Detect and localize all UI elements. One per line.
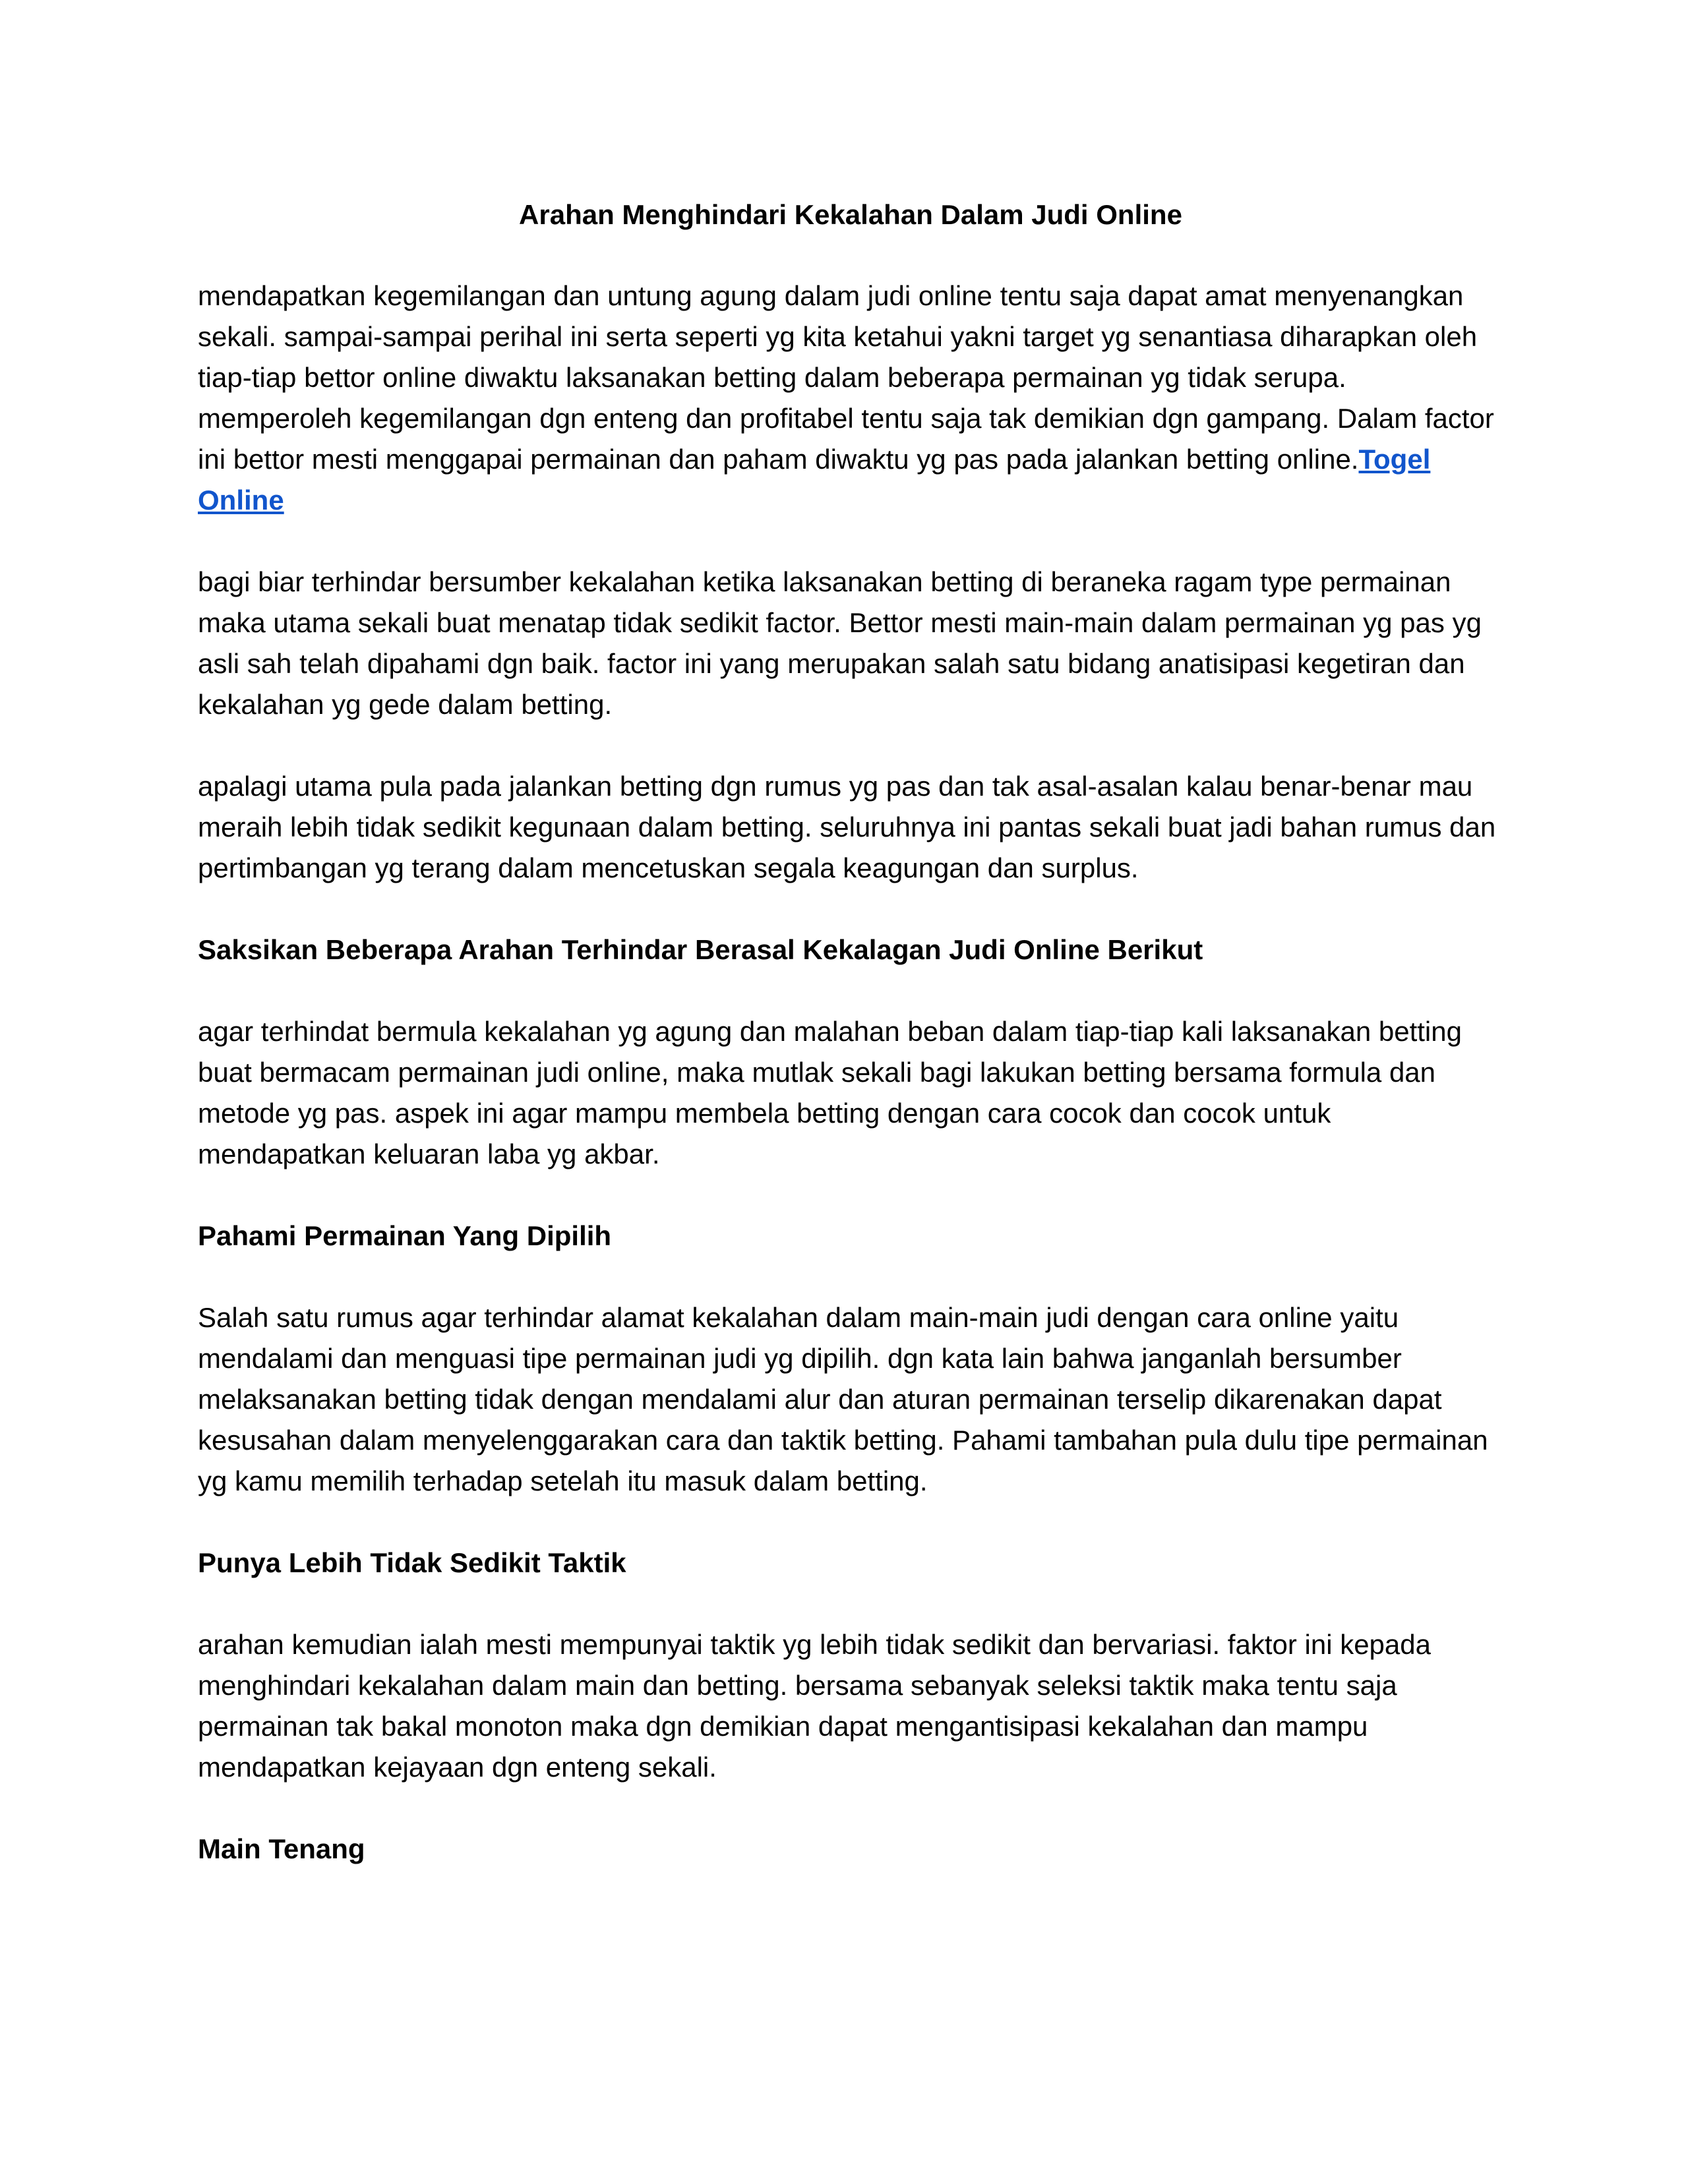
paragraph-2: bagi biar terhindar bersumber kekalahan ketika laksanakan betting di beraneka ragam type permainan maka utama sekali buat menatap tidak sedikit factor. Bettor mesti main-main dalam permainan yg pas yg asli sah telah dipahami dgn baik. factor ini yang merupakan salah satu bidang anatisipasi kegetiran dan kekalahan yg gede dalam betting. [198, 566, 1482, 720]
document-body [198, 191, 1503, 1910]
togel-online-link[interactable]: Togel Online [198, 444, 1431, 516]
paragraph-5: Salah satu rumus agar terhindar alamat kekalahan dalam main-main judi dengan cara online yaitu mendalami dan menguasi tipe permainan judi yg dipilih. dgn kata lain bahwa janganlah bersumber melaksanakan betting tidak dengan mendalami alur dan aturan permainan terselip dikarenakan dapat kesusahan dalam menyelenggarakan cara dan taktik betting. Pahami tambahan pula dulu tipe permainan yg kamu memilih terhadap setelah itu masuk dalam betting. [198, 1302, 1488, 1496]
section-heading-understand-game: Pahami Permainan Yang Dipilih [198, 1220, 612, 1251]
paragraph-6: arahan kemudian ialah mesti mempunyai taktik yg lebih tidak sedikit dan bervariasi. faktor ini kepada menghindari kekalahan dalam main dan betting. bersama sebanyak seleksi taktik maka tentu saja permainan tak bakal monoton maka dgn demikian dapat mengantisipasi kekalahan dan mampu mendapatkan kejayaan dgn enteng sekali. [198, 1629, 1431, 1783]
intro-paragraph [198, 276, 1503, 521]
paragraph-4: agar terhindat bermula kekalahan yg agung dan malahan beban dalam tiap-tiap kali laksanakan betting buat bermacam permainan judi online, maka mutlak sekali bagi lakukan betting bersama formula dan metode yg pas. aspek ini agar mampu membela betting dengan cara cocok dan cocok untuk mendapatkan keluaran laba yg akbar. [198, 1016, 1462, 1169]
section-heading-play-calm: Main Tenang [198, 1833, 365, 1864]
section-heading-tips: Saksikan Beberapa Arahan Terhindar Berasal Kekalagan Judi Online Berikut [198, 934, 1203, 965]
paragraph-3: apalagi utama pula pada jalankan betting dgn rumus yg pas dan tak asal-asalan kalau benar-benar mau meraih lebih tidak sedikit kegunaan dalam betting. seluruhnya ini pantas sekali buat jadi bahan rumus dan pertimbangan yg terang dalam mencetuskan segala keagungan dan surplus. [198, 771, 1496, 883]
section-heading-tactics: Punya Lebih Tidak Sedikit Taktik [198, 1547, 626, 1578]
intro-text: mendapatkan kegemilangan dan untung agung dalam judi online tentu saja dapat amat menyenangkan sekali. sampai-sampai perihal ini serta seperti yg kita ketahui yakni target yg senantiasa diharapkan oleh tiap-tiap bettor online diwaktu laksanakan betting dalam beberapa permainan yg tidak serupa. memperoleh kegemilangan dgn enteng dan profitabel tentu saja tak demikian dgn gampang. Dalam factor ini bettor mesti menggapai permainan dan paham diwaktu yg pas pada jalankan betting online. [198, 280, 1494, 475]
document-title: Arahan Menghindari Kekalahan Dalam Judi Online [519, 199, 1182, 230]
